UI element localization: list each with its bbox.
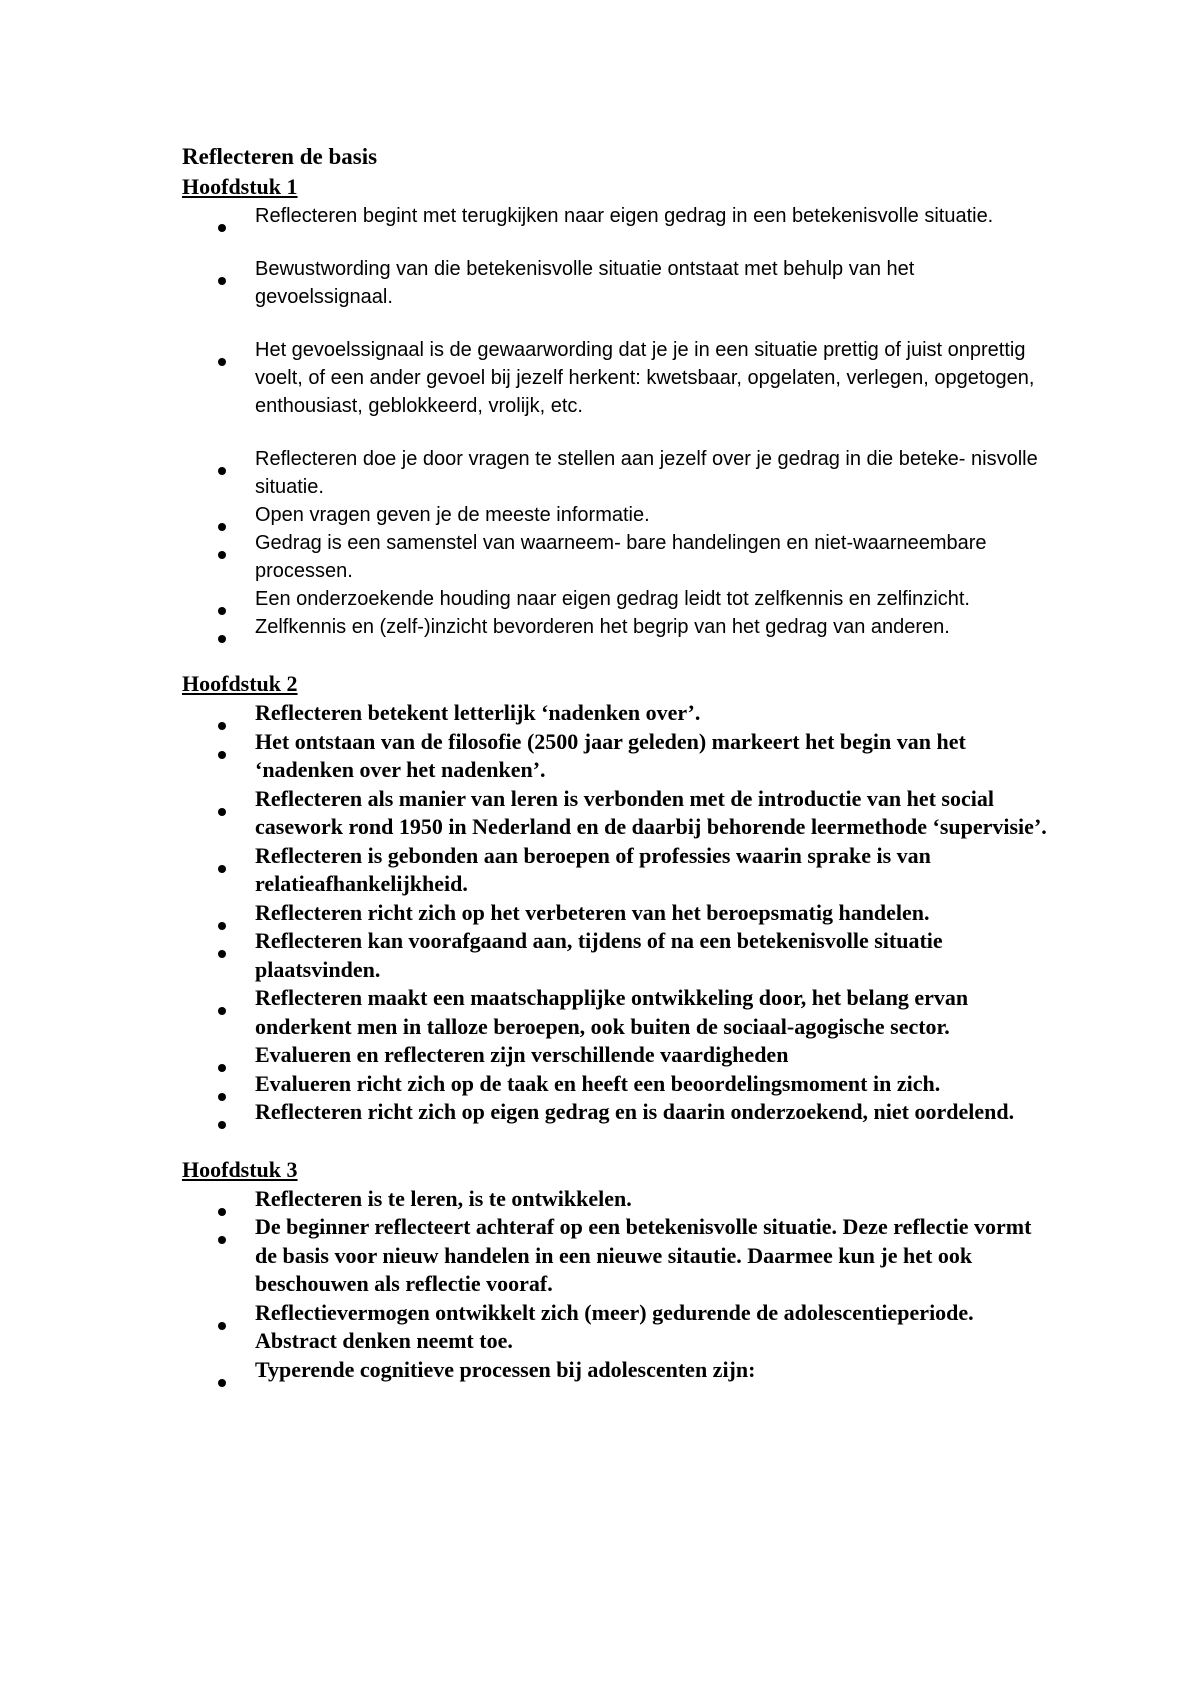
bullet-icon: [218, 795, 226, 824]
list-item: [182, 1356, 1052, 1385]
bullet-icon: [218, 994, 226, 1023]
list-item-text: Zelfkennis en (zelf-)inzicht bevorderen het begrip van het gedrag van anderen.: [255, 616, 950, 638]
list-item-text: Typerende cognitieve processen bij adolescenten zijn:: [255, 1356, 756, 1382]
bullet-list: [182, 1185, 1052, 1385]
list-item: [182, 501, 1052, 529]
document-title: Reflecteren de basis: [182, 144, 378, 169]
bullet-icon: [218, 623, 226, 651]
list-item: [182, 1185, 1052, 1214]
list-item-text: Reflecteren richt zich op eigen gedrag en is daarin onderzoekend, niet oordelend.: [255, 1099, 1015, 1124]
list-item: [182, 585, 1052, 613]
list-item: [182, 529, 1052, 585]
list-item-text: Open vragen geven je de meeste informatie.: [255, 504, 650, 526]
list-item-text: Evalueren richt zich op de taak en heeft een beoordelingsmoment in zich.: [255, 1070, 941, 1096]
list-item: [182, 445, 1052, 501]
list-item-text: Reflecteren kan voorafgaand aan, tijdens of na een betekenisvolle situatie plaatsvinden.: [255, 928, 943, 982]
section-hoofdstuk-3: [182, 1155, 1052, 1385]
list-item: [182, 1041, 1052, 1070]
list-item-text: Reflecteren maakt een maatschapplijke ontwikkeling door, het belang ervan onderkent men in talloze beroepen, ook buiten de sociaal-agogische sector.: [255, 985, 969, 1039]
bullet-icon: [218, 1223, 226, 1252]
list-item: [182, 202, 1052, 230]
list-item: [182, 984, 1052, 1041]
bullet-list: [182, 202, 1052, 641]
list-item-text: Reflecteren als manier van leren is verbonden met de introductie van het social casework rond 1950 in Nederland en de daarbij behorende leermethode ‘supervisie’.: [255, 785, 1047, 839]
list-item: [182, 1070, 1052, 1099]
list-item-text: Bewustwording van die betekenisvolle situatie ontstaat met behulp van het gevoelssignaal.: [255, 258, 915, 308]
list-item: [182, 842, 1052, 899]
list-item-text: Reflecteren begint met terugkijken naar eigen gedrag in een betekenisvolle situatie.: [255, 205, 994, 227]
list-item: [182, 728, 1052, 785]
bullet-icon: [218, 738, 226, 767]
list-item: [182, 1098, 1052, 1127]
list-item: [182, 255, 1052, 311]
list-item-text: Reflecteren doe je door vragen te stellen aan jezelf over je gedrag in die beteke- nisvolle situatie.: [255, 448, 1038, 498]
bullet-icon: [218, 852, 226, 881]
bullet-icon: [218, 1309, 226, 1338]
list-item: [182, 899, 1052, 928]
list-item-text: Reflecteren is te leren, is te ontwikkelen.: [255, 1185, 632, 1211]
list-item: [182, 613, 1052, 641]
list-item: [182, 699, 1052, 728]
list-item-text: Reflectievermogen ontwikkelt zich (meer) gedurende de adolescentieperiode. Abstract denken neemt toe.: [255, 1299, 974, 1353]
list-item: [182, 1299, 1052, 1356]
bullet-icon: [218, 346, 226, 374]
list-item-text: Reflecteren richt zich op het verbeteren van het beroepsmatig handelen.: [255, 899, 930, 925]
list-item-text: Reflecteren betekent letterlijk ‘nadenken over’.: [255, 700, 701, 725]
list-item-text: De beginner reflecteert achteraf op een betekenisvolle situatie. Deze reflectie vormt de basis voor nieuw handelen in een nieuwe sitautie. Daarmee kun je het ook beschouwen als reflectie vooraf.: [255, 1214, 1032, 1296]
bullet-icon: [218, 455, 226, 483]
list-item-text: Evalueren en reflecteren zijn verschillende vaardigheden: [255, 1042, 789, 1067]
bullet-icon: [218, 212, 226, 240]
list-item: [182, 1213, 1052, 1299]
section-heading: Hoofdstuk 2: [182, 671, 298, 696]
list-item-text: Het gevoelssignaal is de gewaarwording dat je je in een situatie prettig of juist onprettig voelt, of een ander gevoel bij jezelf herkent: kwetsbaar, opgelaten, verlegen, opgetogen, enthousiast, geblokkeerd, vrolijk, etc.: [255, 339, 1035, 417]
bullet-icon: [218, 265, 226, 293]
list-item-text: Gedrag is een samenstel van waarneem- bare handelingen en niet-waarneembare processen.: [255, 532, 987, 582]
section-heading: Hoofdstuk 1: [182, 174, 298, 199]
bullet-icon: [218, 1108, 226, 1137]
section-heading: Hoofdstuk 3: [182, 1156, 298, 1182]
list-item-text: Het ontstaan van de filosofie (2500 jaar geleden) markeert het begin van het ‘nadenken over het nadenken’.: [255, 728, 966, 782]
document-content: [182, 142, 1052, 1384]
list-item: [182, 336, 1052, 420]
bullet-icon: [218, 1366, 226, 1395]
bullet-list: [182, 699, 1052, 1127]
list-item: [182, 927, 1052, 984]
section-hoofdstuk-2: [182, 669, 1052, 1127]
list-item-text: Reflecteren is gebonden aan beroepen of professies waarin sprake is van relatieafhankelijkheid.: [255, 842, 931, 896]
section-hoofdstuk-1: [182, 172, 1052, 641]
bullet-icon: [218, 539, 226, 567]
list-item-text: Een onderzoekende houding naar eigen gedrag leidt tot zelfkennis en zelfinzicht.: [255, 588, 970, 610]
bullet-icon: [218, 937, 226, 966]
list-item: [182, 785, 1052, 842]
